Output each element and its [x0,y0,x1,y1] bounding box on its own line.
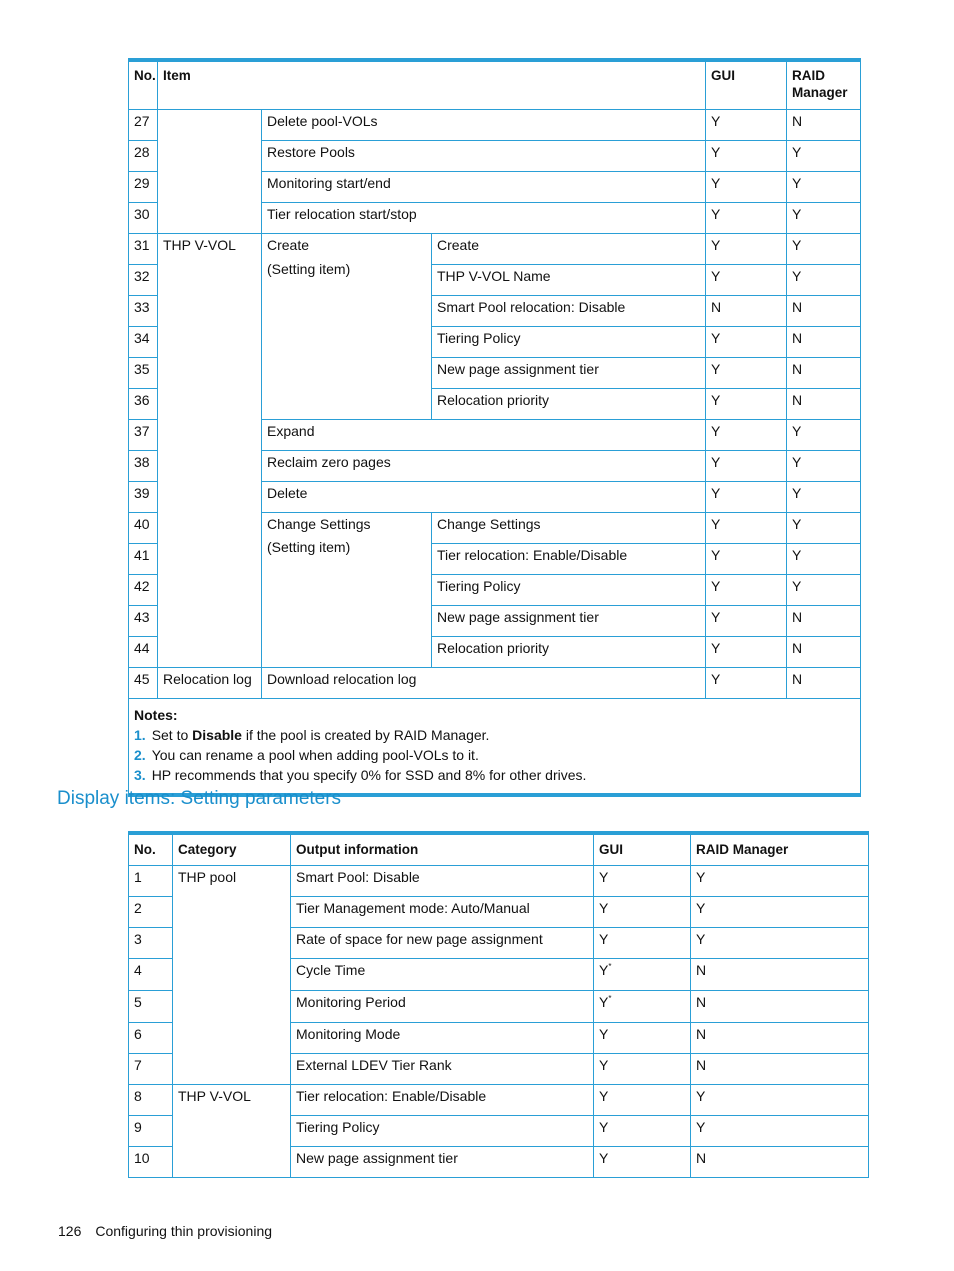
items-table [128,58,861,797]
row-raid: Y [787,265,861,296]
row-raid: N [787,389,861,420]
row-raid: N [787,296,861,327]
row-no: 7 [129,1054,173,1085]
row-item [262,513,432,668]
row-item: Expand [262,420,706,451]
row-gui: Y [706,203,787,234]
row-gui [594,991,691,1023]
row-raid: N [787,110,861,141]
header-output-information: Output information [291,833,594,866]
row-no: 38 [129,451,158,482]
row-item: Restore Pools [262,141,706,172]
row-no: 8 [129,1085,173,1116]
table-header-row [129,833,869,866]
header-raid-manager: RAID Manager [691,833,869,866]
row-output: Cycle Time [291,959,594,991]
note-text: Set to [151,727,193,743]
row-item: Monitoring start/end [262,172,706,203]
row-no: 35 [129,358,158,389]
row-no: 1 [129,866,173,897]
row-no: 28 [129,141,158,172]
row-detail: Relocation priority [432,389,706,420]
row-item-note: (Setting item) [267,539,351,555]
row-no: 27 [129,110,158,141]
row-no: 37 [129,420,158,451]
row-item: Tier relocation start/stop [262,203,706,234]
row-item-note: (Setting item) [267,261,351,277]
row-no: 33 [129,296,158,327]
row-raid: N [787,327,861,358]
row-output: Tier Management mode: Auto/Manual [291,897,594,928]
row-no: 2 [129,897,173,928]
row-gui: Y [706,265,787,296]
table-row [129,668,861,699]
row-gui [594,959,691,991]
row-raid: Y [787,172,861,203]
row-gui: Y [706,327,787,358]
row-gui: Y [594,1116,691,1147]
row-no: 5 [129,991,173,1023]
row-raid: Y [787,544,861,575]
row-raid: N [787,358,861,389]
page-number: 126 [58,1223,82,1239]
row-gui: Y [706,544,787,575]
row-gui: Y [594,1054,691,1085]
row-raid: Y [787,234,861,265]
row-no: 34 [129,327,158,358]
row-no: 41 [129,544,158,575]
row-detail: Create [432,234,706,265]
row-raid: N [691,1023,869,1054]
row-no: 45 [129,668,158,699]
row-raid: Y [691,1085,869,1116]
row-output: Monitoring Mode [291,1023,594,1054]
table-row [129,110,861,141]
row-raid: N [787,606,861,637]
table-row [129,234,861,265]
header-no: No. [129,833,173,866]
row-item-label: Create [267,237,310,253]
header-no: No. [129,60,158,110]
row-item: Reclaim zero pages [262,451,706,482]
notes-cell [129,699,861,796]
row-no: 44 [129,637,158,668]
row-item: Delete pool-VOLs [262,110,706,141]
note-number: 2. [134,747,146,763]
row-output: Tier relocation: Enable/Disable [291,1085,594,1116]
row-raid: N [691,1147,869,1178]
row-raid: N [691,991,869,1023]
row-raid: Y [787,575,861,606]
row-output: Tiering Policy [291,1116,594,1147]
row-raid: Y [787,420,861,451]
row-no: 6 [129,1023,173,1054]
row-raid: Y [787,482,861,513]
row-no: 4 [129,959,173,991]
row-detail: Tiering Policy [432,575,706,606]
note-item [134,745,855,765]
row-no: 36 [129,389,158,420]
row-raid: Y [691,866,869,897]
row-category: Relocation log [158,668,262,699]
setting-parameters-table [128,831,869,1178]
row-gui: Y [706,420,787,451]
row-gui: Y [594,928,691,959]
note-text: if the pool is created by RAID Manager. [241,727,490,743]
note-text: HP recommends that you specify 0% for SSD and 8% for other drives. [151,767,587,783]
row-gui: Y [594,1023,691,1054]
row-no: 29 [129,172,158,203]
row-output: Rate of space for new page assignment [291,928,594,959]
row-raid: N [691,1054,869,1085]
row-category [158,110,262,234]
row-gui: N [706,296,787,327]
row-no: 31 [129,234,158,265]
row-raid: Y [787,203,861,234]
row-no: 30 [129,203,158,234]
row-item [262,234,432,420]
row-gui: Y [706,451,787,482]
note-emphasis: Disable [192,727,242,743]
row-no: 43 [129,606,158,637]
row-raid: Y [691,1116,869,1147]
row-detail: Tier relocation: Enable/Disable [432,544,706,575]
table-row [129,1085,869,1116]
row-detail: THP V-VOL Name [432,265,706,296]
row-gui: Y [706,668,787,699]
header-item: Item [158,60,706,110]
row-raid: N [787,668,861,699]
note-text: You can rename a pool when adding pool-VOLs to it. [151,747,479,763]
row-category: THP V-VOL [158,234,262,668]
table-header-row [129,60,861,110]
row-raid: Y [691,928,869,959]
row-gui: Y [706,234,787,265]
row-no: 3 [129,928,173,959]
row-gui: Y [594,1147,691,1178]
note-item [134,725,855,745]
row-detail: Smart Pool relocation: Disable [432,296,706,327]
footnote-marker: * [608,994,612,1003]
row-no: 9 [129,1116,173,1147]
row-output: External LDEV Tier Rank [291,1054,594,1085]
row-gui: Y [706,513,787,544]
row-detail: Change Settings [432,513,706,544]
row-gui: Y [706,606,787,637]
row-gui: Y [706,637,787,668]
row-detail: New page assignment tier [432,606,706,637]
row-gui: Y [594,1085,691,1116]
row-gui: Y [706,575,787,606]
footnote-marker: * [608,962,612,971]
page-footer [58,1223,272,1239]
notes-row [129,699,861,796]
row-category: THP V-VOL [173,1085,291,1178]
gui-value: Y [599,994,609,1010]
row-output: Smart Pool: Disable [291,866,594,897]
row-raid: Y [691,897,869,928]
header-gui: GUI [706,60,787,110]
row-detail: Tiering Policy [432,327,706,358]
row-category: THP pool [173,866,291,1085]
header-category: Category [173,833,291,866]
notes-title: Notes: [134,707,178,723]
row-item: Download relocation log [262,668,706,699]
row-no: 39 [129,482,158,513]
header-gui: GUI [594,833,691,866]
note-number: 3. [134,767,146,783]
row-no: 42 [129,575,158,606]
row-no: 32 [129,265,158,296]
gui-value: Y [599,962,609,978]
row-gui: Y [594,897,691,928]
row-gui: Y [706,389,787,420]
row-raid: N [787,637,861,668]
row-output: New page assignment tier [291,1147,594,1178]
row-detail: New page assignment tier [432,358,706,389]
row-raid: N [691,959,869,991]
row-raid: Y [787,451,861,482]
chapter-title: Configuring thin provisioning [95,1223,273,1239]
note-item [134,765,855,785]
row-output: Monitoring Period [291,991,594,1023]
row-gui: Y [706,358,787,389]
row-no: 40 [129,513,158,544]
row-item: Delete [262,482,706,513]
row-gui: Y [706,110,787,141]
table-row [129,866,869,897]
row-no: 10 [129,1147,173,1178]
section-heading: Display items: Setting parameters [57,788,342,809]
row-gui: Y [706,172,787,203]
row-gui: Y [706,482,787,513]
row-item-label: Change Settings [267,516,371,532]
row-raid: Y [787,513,861,544]
note-number: 1. [134,727,146,743]
row-gui: Y [594,866,691,897]
row-raid: Y [787,141,861,172]
row-detail: Relocation priority [432,637,706,668]
header-raid-manager: RAID Manager [787,60,861,110]
row-gui: Y [706,141,787,172]
